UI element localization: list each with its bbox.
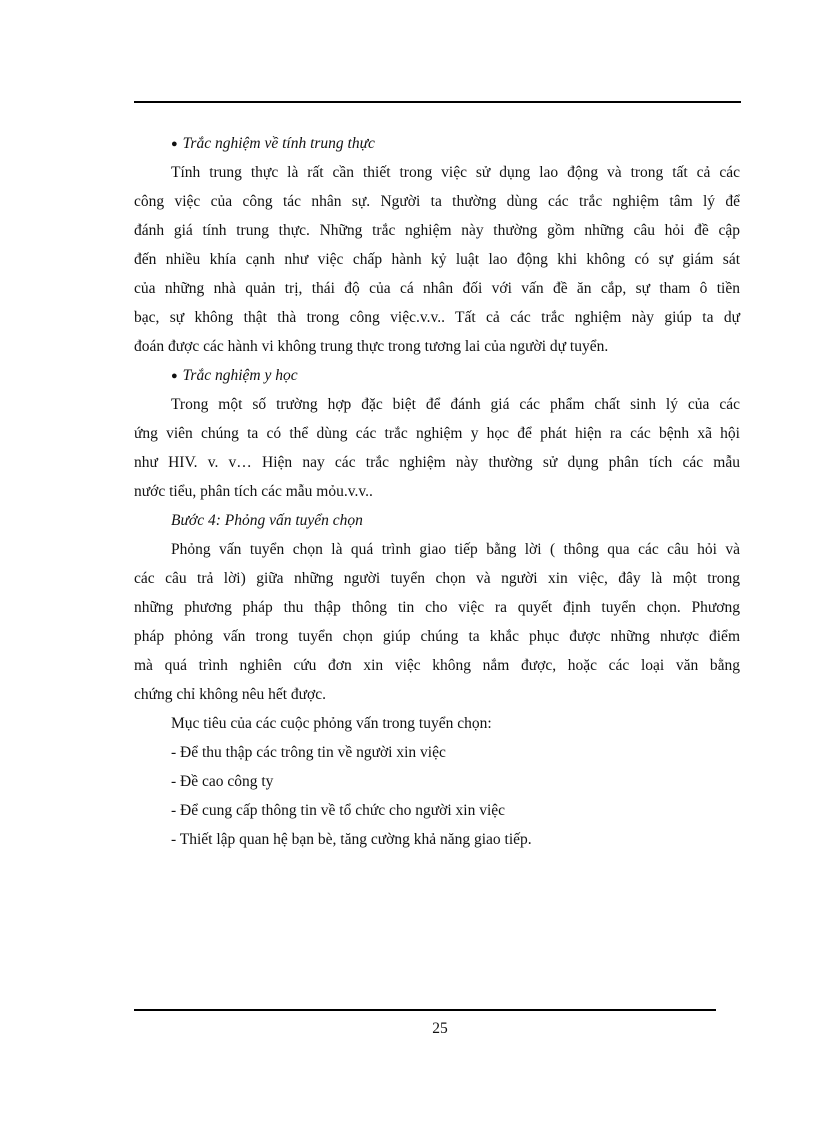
footer-rule	[134, 1009, 716, 1011]
paragraph-line: Trong một số trường hợp đặc biệt để đánh giá các phẩm chất sinh lý của các	[171, 396, 740, 413]
bullet-icon: ●	[171, 138, 178, 150]
paragraph-line: đánh giá tính trung thực. Những trắc nghiệm này thường gồm những câu hỏi đề cập	[134, 222, 740, 239]
section-heading-step-4: Bước 4: Phỏng vấn tuyển chọn	[171, 512, 363, 529]
section-heading-medical-test: ● Trắc nghiệm y học	[171, 367, 298, 384]
page-body	[134, 129, 740, 854]
list-item: - Để thu thập các trông tin về người xin việc	[171, 744, 446, 761]
paragraph-line: các câu trả lời) giữa những người tuyển chọn và người xin việc, đây là một trong	[134, 570, 740, 587]
list-item: - Đề cao công ty	[171, 773, 274, 790]
paragraph-line: nước tiểu, phân tích các mẫu mỏu.v.v..	[134, 483, 373, 500]
paragraph-line: của những nhà quản trị, thái độ của cá nhân đối với vấn đề ăn cắp, sự tham ô tiền	[134, 280, 740, 297]
paragraph-line: những phương pháp thu thập thông tin cho việc ra quyết định tuyển chọn. Phương	[134, 599, 740, 616]
header-rule	[134, 101, 741, 103]
list-item: - Để cung cấp thông tin về tổ chức cho người xin việc	[171, 802, 506, 819]
paragraph-line: chứng chỉ không nêu hết được.	[134, 686, 327, 703]
page-number: 25	[432, 1020, 448, 1037]
paragraph-line: Phỏng vấn tuyển chọn là quá trình giao tiếp bằng lời ( thông qua các câu hỏi và	[171, 541, 740, 558]
list-item: - Thiết lập quan hệ bạn bè, tăng cường khả năng giao tiếp.	[171, 831, 532, 848]
bullet-icon: ●	[171, 370, 178, 382]
paragraph-line: ứng viên chúng ta có thể dùng các trắc nghiệm y học để phát hiện ra các bệnh xã hội	[134, 425, 740, 442]
section-heading-honesty-test: ● Trắc nghiệm về tính trung thực	[171, 135, 375, 152]
paragraph-line: pháp phỏng vấn trong tuyển chọn giúp chúng ta khắc phục được những nhược điểm	[134, 628, 740, 645]
paragraph-line: Tính trung thực là rất cần thiết trong việc sử dụng lao động và trong tất cả các	[171, 164, 740, 181]
paragraph-line: Mục tiêu của các cuộc phỏng vấn trong tuyển chọn:	[171, 715, 492, 732]
paragraph-line: như HIV. v. v… Hiện nay các trắc nghiệm này thường sử dụng phân tích các mẫu	[134, 454, 740, 471]
paragraph-line: đoán được các hành vi không trung thực trong tương lai của người dự tuyển.	[134, 338, 609, 355]
paragraph-line: bạc, sự không thật thà trong công việc.v.v.. Tất cả các trắc nghiệm này giúp ta dự	[134, 309, 740, 326]
paragraph-line: đến nhiều khía cạnh như việc chấp hành kỷ luật lao động khi không có sự giám sát	[134, 251, 740, 268]
paragraph-line: mà quá trình nghiên cứu đơn xin việc không nắm được, hoặc các loại văn bằng	[134, 657, 740, 674]
paragraph-line: công việc của công tác nhân sự. Người ta thường dùng các trắc nghiệm tâm lý để	[134, 193, 740, 210]
